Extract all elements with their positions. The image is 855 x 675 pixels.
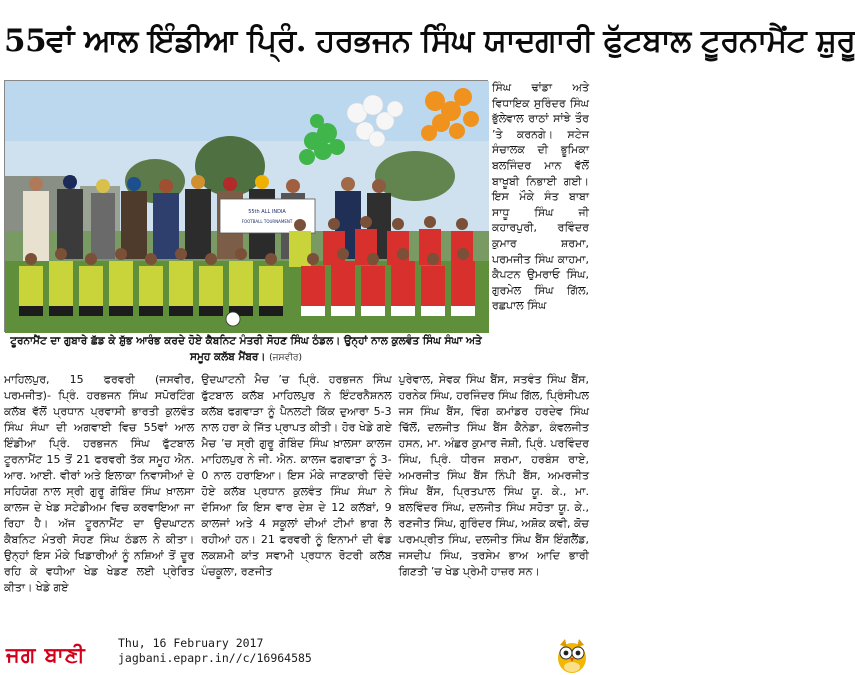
headline: 55ਵਾਂ ਆਲ ਇੰਡੀਆ ਪ੍ਰਿੰ. ਹਰਭਜਨ ਸਿੰਘ ਯਾਦਗਾਰੀ ਫੁੱਟਬਾਲ ਟੂਰਨਾਮੈਂਟ ਸ਼ੁਰੂ [4,23,855,59]
article-column-2 [201,372,391,630]
column-text: ਉਦਘਾਟਨੀ ਮੈਚ ’ਚ ਪ੍ਰਿੰ. ਹਰਭਜਨ ਸਿੰਘ ਫੁੱਟਬਾਲ ਕਲੱਬ ਮਾਹਿਲਪੁਰ ਨੇ ਇੰਟਰਨੈਸ਼ਨਲ ਕਲੱਬ ਫਗਵਾੜਾ ਨੂੰ ਪੈਨਲਟੀ ਕਿੱਕ ਦੁਆਰਾ 5-3 ਨਾਲ ਹਰਾ ਕੇ ਜਿੱਤ ਪ੍ਰਾਪਤ ਕੀਤੀ। ਹੋਰ ਖੇਡੇ ਗਏ ਮੈਚ ’ਚ ਸ੍ਰੀ ਗੁਰੂ ਗੋਬਿੰਦ ਸਿੰਘ ਖ਼ਾਲਸਾ ਕਾਲਜ ਮਾਹਿਲਪੁਰ ਨੇ ਜੀ. ਐਨ. ਕਾਲਜ ਫਗਵਾੜਾ ਨੂੰ 3-0 ਨਾਲ ਹਰਾਇਆ। ਇਸ ਮੌਕੇ ਜਾਣਕਾਰੀ ਦਿੰਦੇ ਹੋਏ ਕਲੱਬ ਪ੍ਰਧਾਨ ਕੁਲਵੰਤ ਸਿੰਘ ਸੰਘਾ ਨੇ ਦੱਸਿਆ ਕਿ ਇਸ ਵਾਰ ਦੇਸ਼ ਦੇ 12 ਕਲੱਬਾਂ, 9 ਕਾਲਜਾਂ ਅਤੇ 4 ਸਕੂਲਾਂ ਦੀਆਂ ਟੀਮਾਂ ਭਾਗ ਲੈ ਰਹੀਆਂ ਹਨ। 21 ਫਰਵਰੀ ਨੂੰ ਇਨਾਮਾਂ ਦੀ ਵੰਡ ਲਕਸ਼ਮੀ ਕਾਂਤ ਸਵਾਮੀ ਪ੍ਰਧਾਨ ਰੋਟਰੀ ਕਲੱਬ ਪੰਚਕੂਲਾ, ਰਣਜੀਤ [201,373,392,578]
article-column-1 [4,372,194,630]
owl-mascot-icon [555,636,589,674]
banner-line-1: 55th ALL INDIA [248,209,286,215]
footer-meta [118,636,312,666]
jagbani-logo: ਜਗ ਬਾਣੀ [6,642,86,667]
source-url[interactable]: jagbani.epapr.in//c/16964585 [118,651,312,665]
article-body [4,372,589,630]
caption-text: ਟੂਰਨਾਮੈਂਟ ਦਾ ਗੁਬਾਰੇ ਛੱਡ ਕੇ ਸ਼ੁੱਭ ਆਰੰਭ ਕਰਦੇ ਹੋਏ ਕੈਬਨਿਟ ਮੰਤਰੀ ਸੋਹਣ ਸਿੰਘ ਠੰਡਲ। ਉਨ੍ਹਾਂ ਨਾਲ ਕੁਲਵੰਤ ਸਿੰਘ ਸੰਘਾ ਅਤੇ ਸਮੂਹ ਕਲੱਬ ਮੈਂਬਰ। [10,335,482,363]
sidebar-text: ਸਿੰਘ ਢਾਂਡਾ ਅਤੇ ਵਿਧਾਇਕ ਸੁਰਿੰਦਰ ਸਿੰਘ ਭੁੱਲੇਵਾਲ ਰਾਠਾਂ ਸਾਂਝੇ ਤੌਰ ’ਤੇ ਕਰਨਗੇ। ਸਟੇਜ ਸੰਚਾਲਕ ਦੀ ਭੂਮਿਕਾ ਬਲਜਿੰਦਰ ਮਾਨ ਵੱਲੋਂ ਬਾਖੂਬੀ ਨਿਭਾਈ ਗਈ। ਇਸ ਮੌਕੇ ਸੰਤ ਬਾਬਾ ਸਾਧੂ ਸਿੰਘ ਜੀ ਕਹਾਰਪੁਰੀ, ਰਵਿੰਦਰ ਕੁਮਾਰ ਸ਼ਰਮਾ, ਪਰਮਜੀਤ ਸਿੰਘ ਕਾਹਮਾ, ਕੈਪਟਨ ਉਮਰਾਓ ਸਿੰਘ, ਗੁਰਮੇਲ ਸਿੰਘ ਗਿੱਲ, ਰਛਪਾਲ ਸਿੰਘ [492,81,589,313]
news-photo [4,80,488,332]
photo-caption [4,333,488,367]
caption-credit: (ਜਸਵੀਰ) [269,353,302,363]
banner-line-2: FOOTBALL TOURNAMENT [241,219,293,224]
page-footer [0,634,593,675]
article-column-3 [399,372,589,630]
publish-date: Thu, 16 February 2017 [118,636,264,650]
column-text: ਮਾਹਿਲਪੁਰ, 15 ਫਰਵਰੀ (ਜਸਵੀਰ, ਪਰਮਜੀਤ)- ਪ੍ਰਿੰ. ਹਰਭਜਨ ਸਿੰਘ ਸਪੋਰਟਿੰਗ ਕਲੱਬ ਵੱਲੋਂ ਪ੍ਰਧਾਨ ਪ੍ਰਵਾਸੀ ਭਾਰਤੀ ਕੁਲਵੰਤ ਸਿੰਘ ਸੰਘਾ ਦੀ ਅਗਵਾਈ ਵਿਚ 55ਵਾਂ ਆਲ ਇੰਡੀਆ ਪ੍ਰਿੰ. ਹਰਭਜਨ ਸਿੰਘ ਫੁੱਟਬਾਲ ਟੂਰਨਾਮੈਂਟ 15 ਤੋਂ 21 ਫਰਵਰੀ ਤੱਕ ਸਮੂਹ ਐਨ. ਆਰ. ਆਈ. ਵੀਰਾਂ ਅਤੇ ਇਲਾਕਾ ਨਿਵਾਸੀਆਂ ਦੇ ਸਹਿਯੋਗ ਨਾਲ ਸ੍ਰੀ ਗੁਰੂ ਗੋਬਿੰਦ ਸਿੰਘ ਖ਼ਾਲਸਾ ਕਾਲਜ ਦੇ ਖੇਡ ਸਟੇਡੀਅਮ ਵਿਚ ਕਰਵਾਇਆ ਜਾ ਰਿਹਾ ਹੈ। ਅੱਜ ਟੂਰਨਾਮੈਂਟ ਦਾ ਉਦਘਾਟਨ ਕੈਬਨਿਟ ਮੰਤਰੀ ਸੋਹਣ ਸਿੰਘ ਠੰਡਲ ਨੇ ਕੀਤਾ। ਉਨ੍ਹਾਂ ਇਸ ਮੌਕੇ ਖਿਡਾਰੀਆਂ ਨੂੰ ਨਸ਼ਿਆਂ ਤੋਂ ਦੂਰ ਰਹਿ ਕੇ ਵਧੀਆ ਖੇਡ ਖੇਡਣ ਲਈ ਪ੍ਰੇਰਿਤ ਕੀਤਾ। ਖੇਡੇ ਗਏ [4,373,195,594]
sidebar-column [492,80,589,367]
column-text: ਪੁਰੇਵਾਲ, ਸੇਵਕ ਸਿੰਘ ਬੈਂਸ, ਸਤਵੰਤ ਸਿੰਘ ਬੈਂਸ, ਹਰਨੇਕ ਸਿੰਘ, ਹਰਜਿੰਦਰ ਸਿੰਘ ਗਿੱਲ, ਪ੍ਰਿੰਸੀਪਲ ਜਸ ਸਿੰਘ ਬੈਂਸ, ਵਿੰਗ ਕਮਾਂਡਰ ਹਰਦੇਵ ਸਿੰਘ ਢਿੱਲੋਂ, ਦਲਜੀਤ ਸਿੰਘ ਬੈਂਸ ਕੈਨੇਡਾ, ਕੰਵਲਜੀਤ ਹਸਨ, ਮਾ. ਅੰਛਰ ਕੁਮਾਰ ਜੋਸ਼ੀ, ਪ੍ਰਿੰ. ਪਰਵਿੰਦਰ ਸਿੰਘ, ਪ੍ਰਿੰ. ਧੀਰਜ ਸ਼ਰਮਾ, ਹਰਬੰਸ ਰਾਏ, ਅਮਰਜੀਤ ਸਿੰਘ ਬੈਂਸ ਨਿੰਪੀ ਬੈਂਸ, ਅਮਰਜੀਤ ਸਿੰਘ ਬੈਂਸ, ਪ੍ਰਿਤਪਾਲ ਸਿੰਘ ਯੂ. ਕੇ., ਮਾ. ਬਲਵਿੰਦਰ ਸਿੰਘ, ਦਲਜੀਤ ਸਿੰਘ ਸਹੋਤਾ ਯੂ. ਕੇ., ਰਣਜੀਤ ਸਿੰਘ, ਗੁਰਿੰਦਰ ਸਿੰਘ, ਅਸ਼ੋਕ ਕਵੀ, ਕੋਚ ਪਰਮਪ੍ਰੀਤ ਸਿੰਘ, ਦਲਜੀਤ ਸਿੰਘ ਬੈਂਸ ਇੰਗਲੈਂਡ, ਜਸਦੀਪ ਸਿੰਘ, ਤਰਸੇਮ ਭਾਅ ਆਦਿ ਭਾਰੀ ਗਿਣਤੀ ’ਚ ਖੇਡ ਪ੍ਰੇਮੀ ਹਾਜ਼ਰ ਸਨ। [398,373,589,578]
